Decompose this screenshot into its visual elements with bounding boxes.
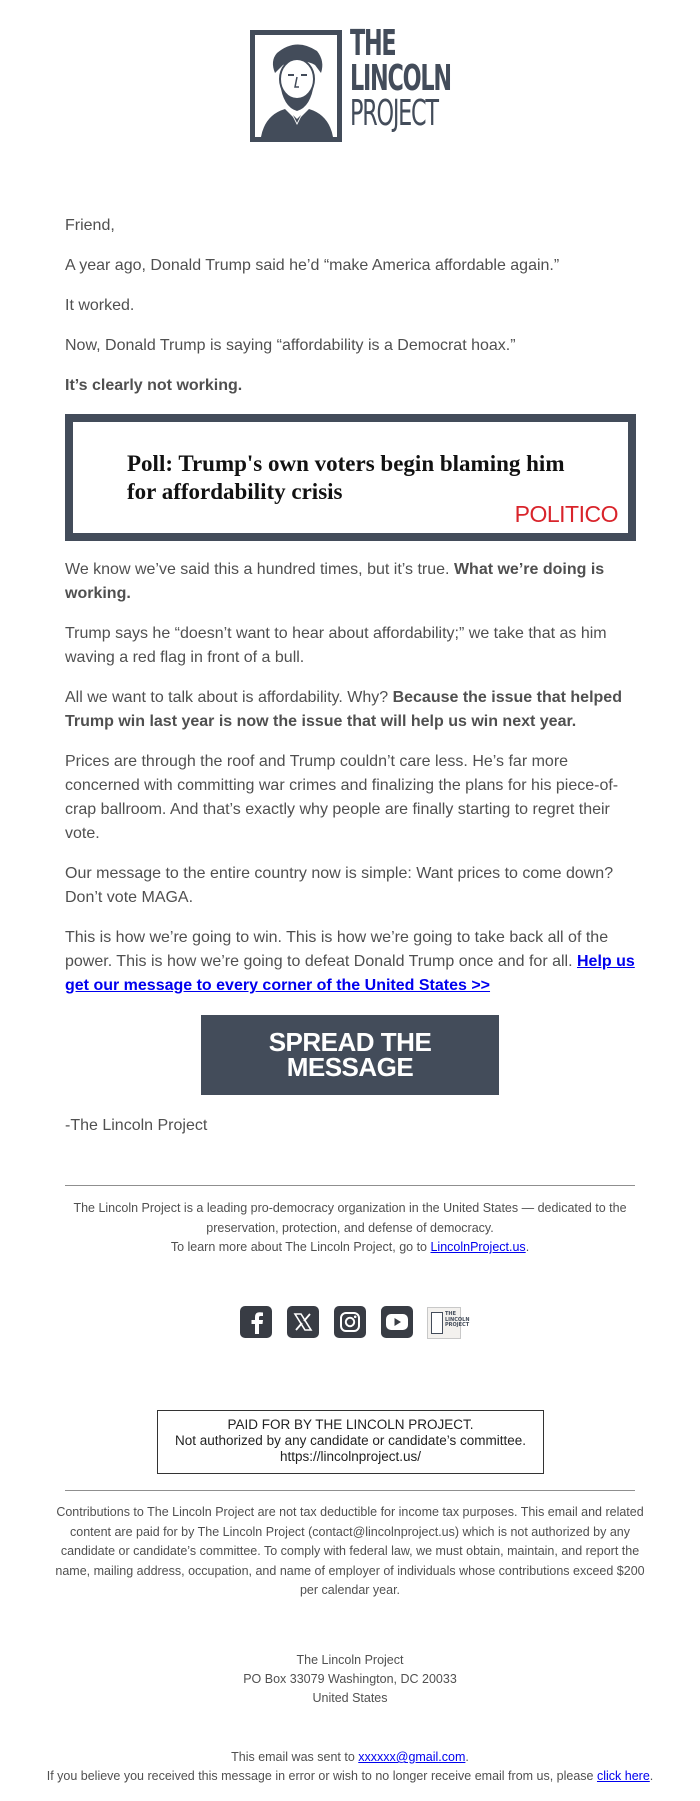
paid-for-line-3: https://lincolnproject.us/ [279,1449,422,1464]
paragraph-1: A year ago, Donald Trump said he’d “make America affordable again.” [65,257,560,274]
youtube-icon[interactable] [381,1306,413,1338]
lincoln-project-mini-logo-icon[interactable] [427,1307,470,1339]
paragraph-5-bold: What we’re doing is working. [65,561,605,602]
divider-bottom [65,1490,635,1491]
paragraph-5 [65,558,635,606]
unsubscribe-link[interactable]: click here [596,1769,650,1783]
paragraph-7-bold: Because the issue that helped Trump win last year is now the issue that will help us win next year. [65,689,622,730]
paragraph-5-text: We know we’ve said this a hundred times, but it’s true. [65,561,454,578]
address-country: United States [312,1691,388,1705]
paid-for-line-1: PAID FOR BY THE LINCOLN PROJECT. [227,1417,474,1432]
politico-headline-image [65,414,636,541]
address-street: PO Box 33079 Washington, DC 20033 [243,1672,457,1686]
logo-text-project: PROJECT [350,92,438,134]
cta-line-2: MESSAGE [286,1052,414,1082]
unsubscribe-period: . [649,1769,654,1783]
divider-top [65,1185,635,1186]
cta-line-1: SPREAD THE [268,1027,432,1057]
lincoln-portrait-icon [250,30,342,142]
logo-text-lincoln: LINCOLN [350,57,451,99]
politico-headline: Poll: Trump's own voters begin blaming him for affordability crisis [127,451,565,504]
paragraph-4-bold: It’s clearly not working. [65,377,243,394]
mini-portrait-icon [431,1312,443,1334]
recipient-email-link[interactable]: xxxxxx@gmail.com [358,1750,466,1764]
mini-logo-line-1: THE [445,1311,457,1317]
mini-logo-line-2: LINCOLN [445,1316,470,1323]
paragraph-10 [65,926,635,998]
x-twitter-icon[interactable] [287,1306,319,1338]
paragraph-8: Prices are through the roof and Trump couldn’t care less. He’s far more concerned with committing war crimes and finalizing the plans for his piece-of-crap ballroom. And that’s exactly why people are finally starting to regret their vote. [65,753,619,842]
greeting: Friend, [65,217,115,234]
about-text [55,1199,645,1258]
politico-logo: POLITICO [514,501,618,527]
address-name: The Lincoln Project [296,1653,404,1667]
paragraph-10-text: This is how we’re going to win. This is how we’re going to take back all of the power. This is how we’re going to defeat Donald Trump once and for all. [65,929,609,970]
instagram-icon[interactable] [334,1306,366,1338]
paragraph-3: Now, Donald Trump is saying “affordability is a Democrat hoax.” [65,337,516,354]
about-period: . [525,1240,530,1254]
paragraph-2: It worked. [65,297,135,314]
sent-to-text: This email was sent to [231,1750,359,1764]
paid-for-disclaimer-box [157,1410,544,1474]
lincolnproject-link[interactable]: LincolnProject.us [430,1240,526,1254]
sent-to-line [0,1748,700,1767]
paragraph-6: Trump says he “doesn’t want to hear about affordability;” we take that as him waving a red flag in front of a bull. [65,625,607,666]
lincoln-project-logo [248,23,454,144]
facebook-icon[interactable] [240,1306,272,1338]
logo-text-the: THE [350,23,396,64]
signoff: -The Lincoln Project [65,1117,208,1134]
unsubscribe-line [0,1767,700,1786]
about-description: The Lincoln Project is a leading pro-democracy organization in the United States — dedicated to the preservation, protection, and defense of democracy. [73,1201,627,1235]
help-us-link[interactable]: Help us get our message to every corner of the United States >> [65,953,635,994]
unsubscribe-text: If you believe you received this message in error or wish to no longer receive email from us, please [46,1769,597,1783]
tax-disclaimer: Contributions to The Lincoln Project are not tax deductible for income tax purposes. This email and related content are paid for by The Lincoln Project (contact@lincolnproject.us) which is not authorized by any candidate or candidate’s committee. To comply with federal law, we must obtain, maintain, and report the name, mailing address, occupation, and name of employer of individuals whose contributions exceed $200 per calendar year. [55,1505,645,1597]
mini-logo-line-3: PROJECT [445,1322,470,1328]
about-learn-more: To learn more about The Lincoln Project, go to [170,1240,431,1254]
paragraph-9: Our message to the entire country now is simple: Want prices to come down? Don’t vote MAGA. [65,865,614,906]
sent-to-period: . [465,1750,469,1764]
paragraph-7-text: All we want to talk about is affordability. Why? [65,689,393,706]
paid-for-line-2: Not authorized by any candidate or candidate’s committee. [175,1433,526,1448]
spread-the-message-button[interactable] [201,1015,499,1095]
paragraph-7 [65,686,635,734]
